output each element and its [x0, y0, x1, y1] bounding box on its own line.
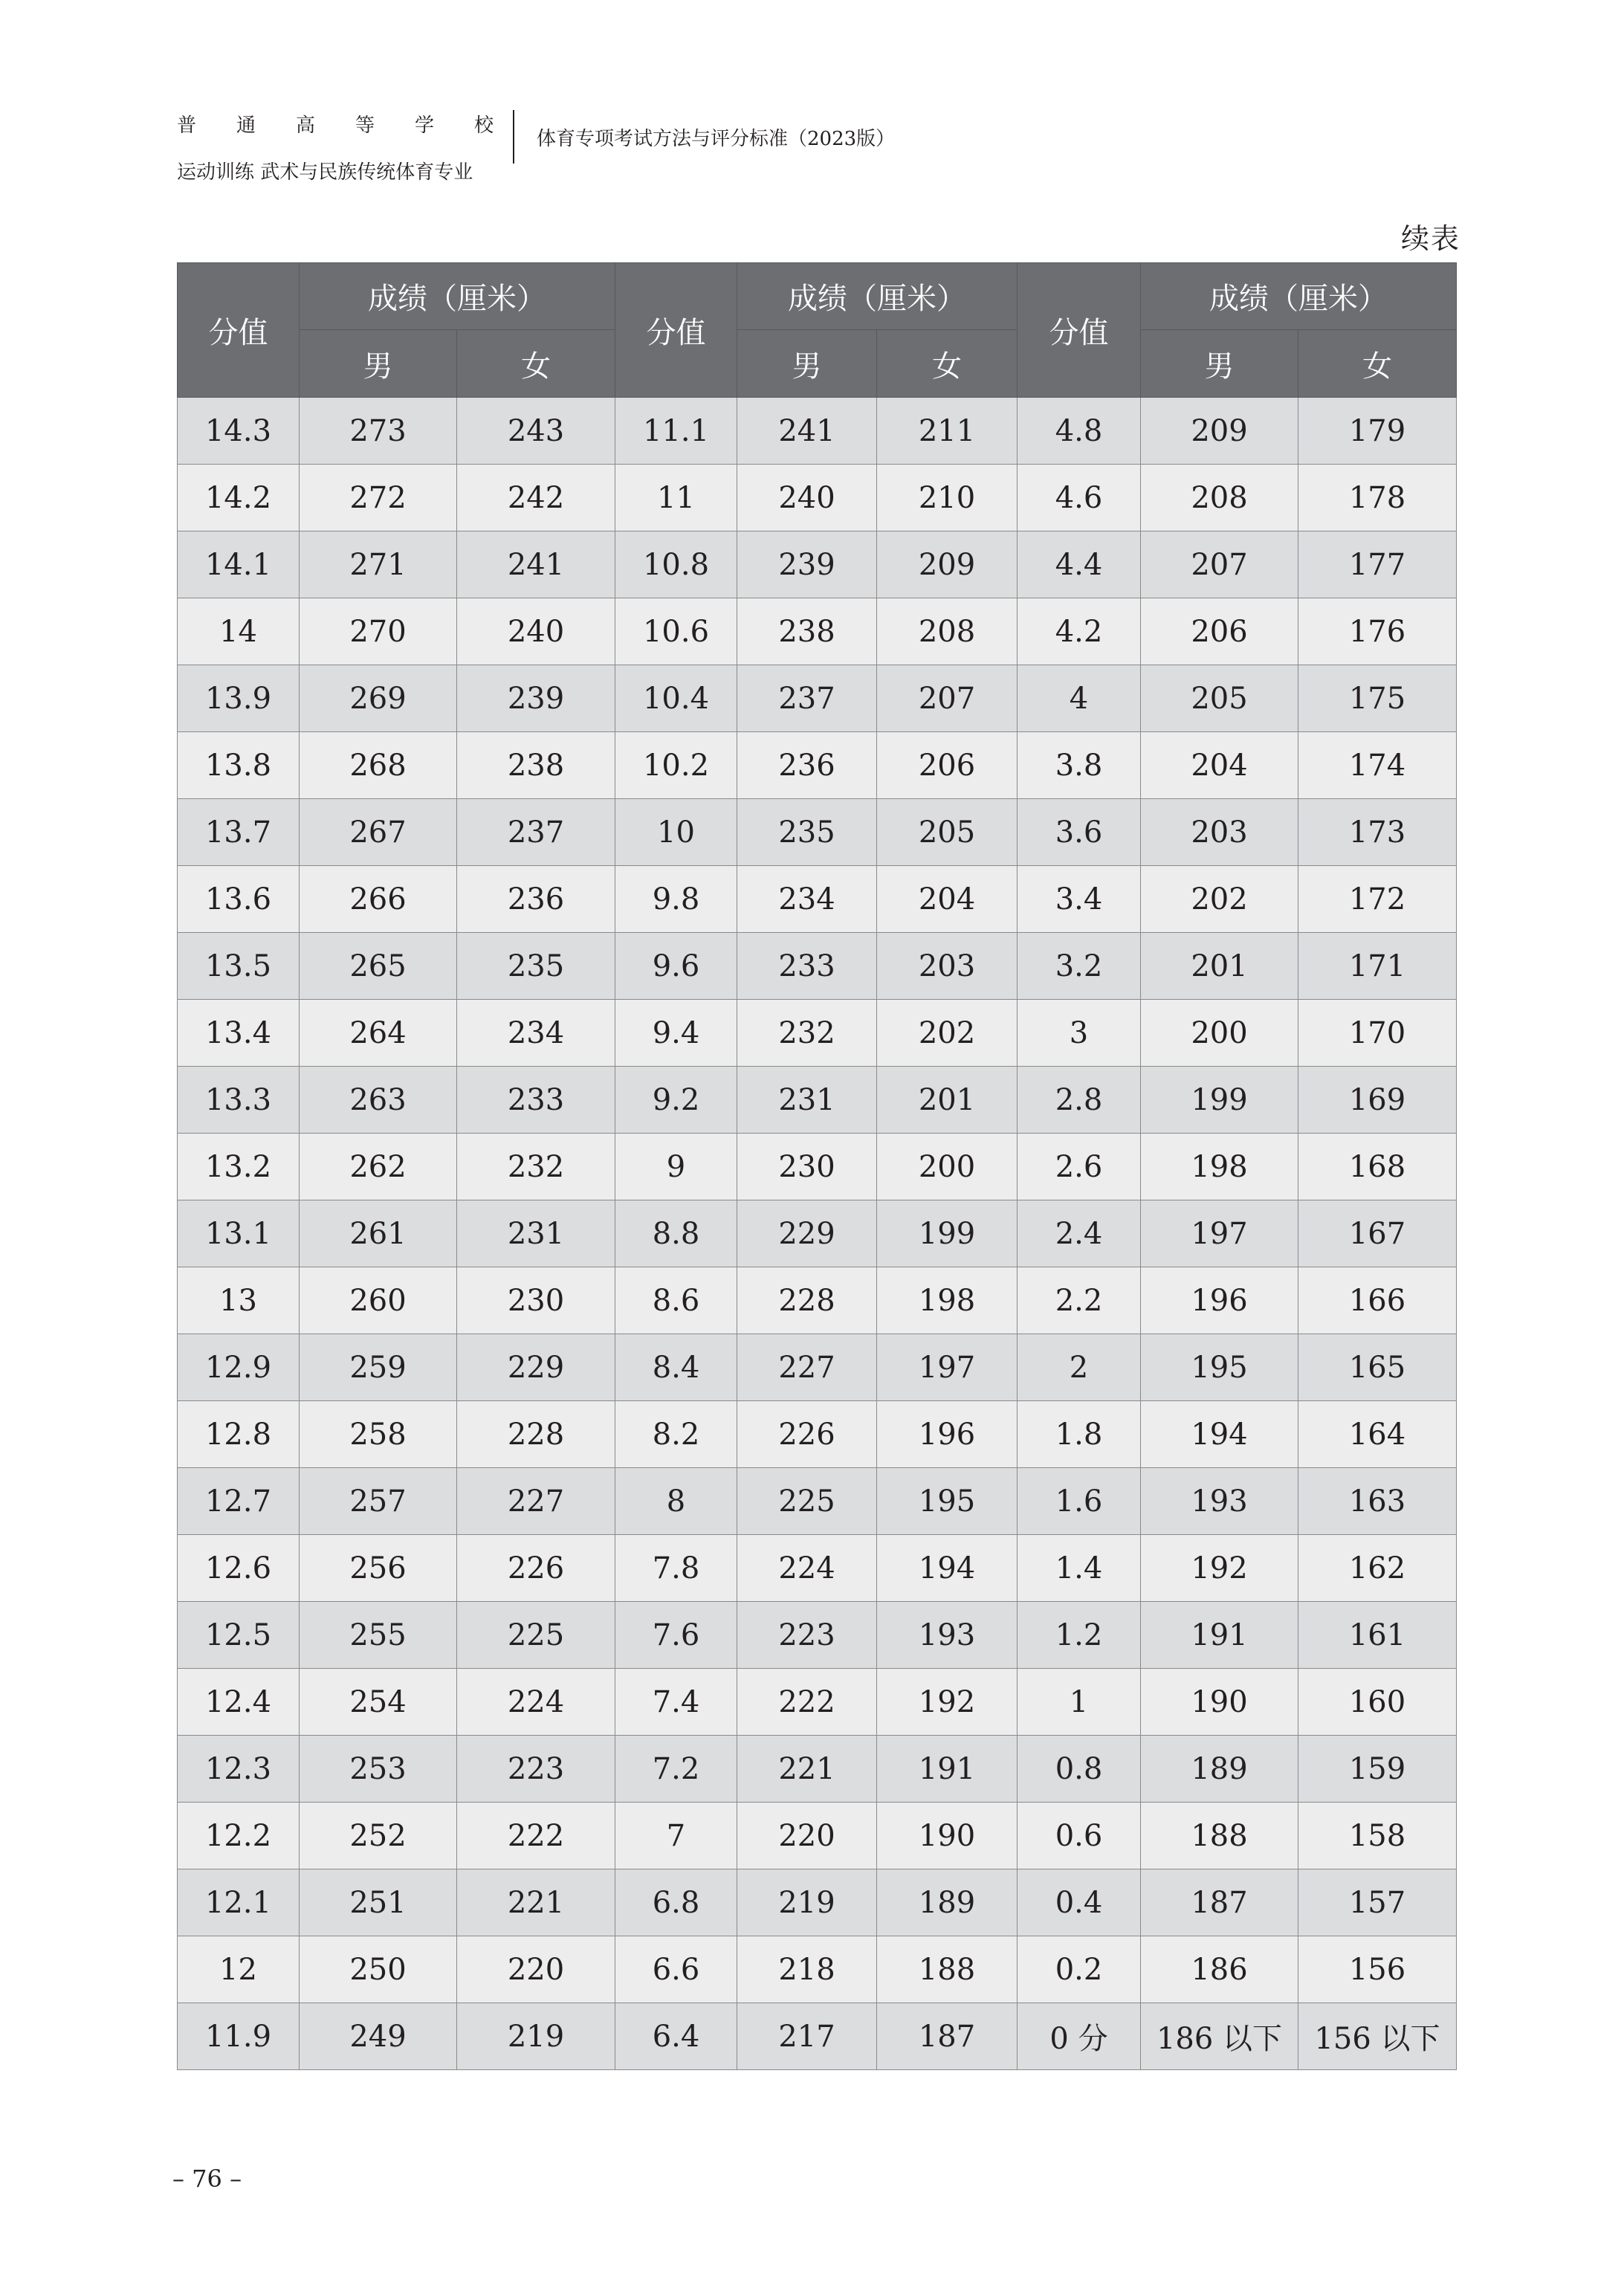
female-result-cell: 230 — [457, 1267, 615, 1334]
score-cell: 9.6 — [615, 933, 737, 1000]
female-result-cell: 188 — [877, 1936, 1018, 2003]
female-result-cell: 187 — [877, 2003, 1018, 2070]
female-result-cell: 177 — [1298, 531, 1457, 598]
score-cell: 12.3 — [178, 1736, 300, 1803]
score-cell: 13.4 — [178, 1000, 300, 1067]
male-header: 男 — [1141, 330, 1298, 398]
score-cell: 13.5 — [178, 933, 300, 1000]
male-result-cell: 217 — [737, 2003, 877, 2070]
female-result-cell: 235 — [457, 933, 615, 1000]
score-cell: 0.8 — [1018, 1736, 1141, 1803]
female-result-cell: 167 — [1298, 1200, 1457, 1267]
score-cell: 7.6 — [615, 1602, 737, 1669]
male-result-cell: 219 — [737, 1869, 877, 1936]
male-header: 男 — [300, 330, 457, 398]
male-result-cell: 272 — [300, 465, 457, 531]
header-left-block — [177, 110, 499, 184]
table-row — [178, 1000, 1457, 1067]
male-result-cell: 200 — [1141, 1000, 1298, 1067]
female-result-cell: 211 — [877, 398, 1018, 465]
female-result-cell: 165 — [1298, 1334, 1457, 1401]
header-row-1 — [178, 263, 1457, 330]
female-result-cell: 239 — [457, 665, 615, 732]
header-row-2 — [178, 330, 1457, 398]
male-result-cell: 271 — [300, 531, 457, 598]
table-row — [178, 933, 1457, 1000]
major-name: 运动训练 武术与民族传统体育专业 — [177, 161, 473, 184]
male-result-cell: 239 — [737, 531, 877, 598]
table-row — [178, 799, 1457, 866]
score-cell: 3 — [1018, 1000, 1141, 1067]
female-result-cell: 201 — [877, 1067, 1018, 1134]
male-result-cell: 264 — [300, 1000, 457, 1067]
table-body — [178, 398, 1457, 2070]
female-header: 女 — [877, 330, 1018, 398]
table-row — [178, 665, 1457, 732]
female-result-cell: 162 — [1298, 1535, 1457, 1602]
male-result-cell: 222 — [737, 1669, 877, 1736]
score-header: 分值 — [178, 263, 300, 398]
female-result-cell: 240 — [457, 598, 615, 665]
score-cell: 0.2 — [1018, 1936, 1141, 2003]
page-number: – 76 – — [172, 2165, 242, 2193]
female-result-cell: 171 — [1298, 933, 1457, 1000]
male-result-cell: 193 — [1141, 1468, 1298, 1535]
female-result-cell: 220 — [457, 1936, 615, 2003]
female-result-cell: 237 — [457, 799, 615, 866]
table-row — [178, 1267, 1457, 1334]
table-row — [178, 1468, 1457, 1535]
female-result-cell: 222 — [457, 1803, 615, 1869]
male-result-cell: 205 — [1141, 665, 1298, 732]
male-result-cell: 190 — [1141, 1669, 1298, 1736]
female-result-cell: 193 — [877, 1602, 1018, 1669]
female-result-cell: 156 — [1298, 1936, 1457, 2003]
male-result-cell: 252 — [300, 1803, 457, 1869]
school-type — [177, 110, 499, 138]
male-result-cell: 221 — [737, 1736, 877, 1803]
male-result-cell: 265 — [300, 933, 457, 1000]
table-row — [178, 1134, 1457, 1200]
school-char: 高 — [296, 114, 320, 137]
female-result-cell: 197 — [877, 1334, 1018, 1401]
male-result-cell: 220 — [737, 1803, 877, 1869]
male-result-cell: 273 — [300, 398, 457, 465]
male-result-cell: 233 — [737, 933, 877, 1000]
female-result-cell: 233 — [457, 1067, 615, 1134]
female-result-cell: 164 — [1298, 1401, 1457, 1468]
female-result-cell: 194 — [877, 1535, 1018, 1602]
score-cell: 1.2 — [1018, 1602, 1141, 1669]
score-cell: 12.9 — [178, 1334, 300, 1401]
female-result-cell: 206 — [877, 732, 1018, 799]
score-table — [177, 262, 1457, 2070]
female-result-cell: 158 — [1298, 1803, 1457, 1869]
score-cell: 4 — [1018, 665, 1141, 732]
female-result-cell: 191 — [877, 1736, 1018, 1803]
male-result-cell: 235 — [737, 799, 877, 866]
table-row — [178, 1602, 1457, 1669]
female-result-cell: 159 — [1298, 1736, 1457, 1803]
male-result-cell: 188 — [1141, 1803, 1298, 1869]
male-result-cell: 234 — [737, 866, 877, 933]
male-result-cell: 251 — [300, 1869, 457, 1936]
male-result-cell: 230 — [737, 1134, 877, 1200]
male-result-cell: 260 — [300, 1267, 457, 1334]
male-result-cell: 202 — [1141, 866, 1298, 933]
male-result-cell: 259 — [300, 1334, 457, 1401]
table-row — [178, 1334, 1457, 1401]
score-cell: 4.8 — [1018, 398, 1141, 465]
female-result-cell: 178 — [1298, 465, 1457, 531]
female-result-cell: 236 — [457, 866, 615, 933]
female-result-cell: 198 — [877, 1267, 1018, 1334]
male-result-cell: 250 — [300, 1936, 457, 2003]
score-cell: 1 — [1018, 1669, 1141, 1736]
female-result-cell: 176 — [1298, 598, 1457, 665]
score-cell: 7.8 — [615, 1535, 737, 1602]
score-cell: 12.1 — [178, 1869, 300, 1936]
table-row — [178, 531, 1457, 598]
female-result-cell: 205 — [877, 799, 1018, 866]
table-row — [178, 1669, 1457, 1736]
score-cell: 11.9 — [178, 2003, 300, 2070]
male-result-cell: 268 — [300, 732, 457, 799]
male-result-cell: 192 — [1141, 1535, 1298, 1602]
female-result-cell: 221 — [457, 1869, 615, 1936]
female-result-cell: 190 — [877, 1803, 1018, 1869]
male-result-cell: 257 — [300, 1468, 457, 1535]
female-result-cell: 204 — [877, 866, 1018, 933]
score-cell: 9.4 — [615, 1000, 737, 1067]
female-result-cell: 166 — [1298, 1267, 1457, 1334]
school-char: 通 — [236, 114, 261, 137]
male-result-cell: 207 — [1141, 531, 1298, 598]
female-result-cell: 179 — [1298, 398, 1457, 465]
male-result-cell: 254 — [300, 1669, 457, 1736]
female-result-cell: 170 — [1298, 1000, 1457, 1067]
score-header: 分值 — [615, 263, 737, 398]
score-cell: 12 — [178, 1936, 300, 2003]
male-result-cell: 228 — [737, 1267, 877, 1334]
male-result-cell: 256 — [300, 1535, 457, 1602]
female-result-cell: 169 — [1298, 1067, 1457, 1134]
female-result-cell: 202 — [877, 1000, 1018, 1067]
male-result-cell: 258 — [300, 1401, 457, 1468]
female-result-cell: 196 — [877, 1401, 1018, 1468]
female-result-cell: 227 — [457, 1468, 615, 1535]
score-cell: 4.2 — [1018, 598, 1141, 665]
score-cell: 8.8 — [615, 1200, 737, 1267]
female-result-cell: 161 — [1298, 1602, 1457, 1669]
male-result-cell: 223 — [737, 1602, 877, 1669]
score-cell: 9.8 — [615, 866, 737, 933]
female-result-cell: 175 — [1298, 665, 1457, 732]
male-result-cell: 237 — [737, 665, 877, 732]
male-result-cell: 236 — [737, 732, 877, 799]
female-result-cell: 224 — [457, 1669, 615, 1736]
score-cell: 11.1 — [615, 398, 737, 465]
score-cell: 6.8 — [615, 1869, 737, 1936]
female-result-cell: 241 — [457, 531, 615, 598]
female-result-cell: 228 — [457, 1401, 615, 1468]
score-cell: 6.6 — [615, 1936, 737, 2003]
female-result-cell: 223 — [457, 1736, 615, 1803]
male-result-cell: 224 — [737, 1535, 877, 1602]
table-row — [178, 1535, 1457, 1602]
score-cell: 0 分 — [1018, 2003, 1141, 2070]
female-result-cell: 160 — [1298, 1669, 1457, 1736]
table-row — [178, 1803, 1457, 1869]
male-result-cell: 218 — [737, 1936, 877, 2003]
school-char: 等 — [355, 114, 380, 137]
male-result-cell: 195 — [1141, 1334, 1298, 1401]
score-cell: 13.3 — [178, 1067, 300, 1134]
score-cell: 13.2 — [178, 1134, 300, 1200]
female-result-cell: 156 以下 — [1298, 2003, 1457, 2070]
female-result-cell: 189 — [877, 1869, 1018, 1936]
score-cell: 14.2 — [178, 465, 300, 531]
male-result-cell: 270 — [300, 598, 457, 665]
female-result-cell: 192 — [877, 1669, 1018, 1736]
score-cell: 12.5 — [178, 1602, 300, 1669]
score-cell: 14.3 — [178, 398, 300, 465]
female-result-cell: 203 — [877, 933, 1018, 1000]
score-cell: 12.4 — [178, 1669, 300, 1736]
score-cell: 4.4 — [1018, 531, 1141, 598]
book-title: 体育专项考试方法与评分标准（2023版） — [537, 128, 896, 150]
result-header: 成绩（厘米） — [1141, 263, 1457, 330]
score-cell: 3.2 — [1018, 933, 1141, 1000]
female-result-cell: 238 — [457, 732, 615, 799]
score-cell: 13 — [178, 1267, 300, 1334]
female-result-cell: 229 — [457, 1334, 615, 1401]
female-result-cell: 209 — [877, 531, 1018, 598]
male-result-cell: 189 — [1141, 1736, 1298, 1803]
male-result-cell: 261 — [300, 1200, 457, 1267]
score-cell: 8.4 — [615, 1334, 737, 1401]
male-result-cell: 186 以下 — [1141, 2003, 1298, 2070]
table-row — [178, 1067, 1457, 1134]
score-cell: 0.6 — [1018, 1803, 1141, 1869]
table-row — [178, 1736, 1457, 1803]
score-cell: 8.2 — [615, 1401, 737, 1468]
header-divider — [513, 110, 514, 164]
female-result-cell: 174 — [1298, 732, 1457, 799]
table-row — [178, 1936, 1457, 2003]
female-header: 女 — [1298, 330, 1457, 398]
female-result-cell: 243 — [457, 398, 615, 465]
score-cell: 11 — [615, 465, 737, 531]
female-header: 女 — [457, 330, 615, 398]
male-result-cell: 238 — [737, 598, 877, 665]
score-cell: 4.6 — [1018, 465, 1141, 531]
male-result-cell: 227 — [737, 1334, 877, 1401]
male-result-cell: 204 — [1141, 732, 1298, 799]
female-result-cell: 172 — [1298, 866, 1457, 933]
male-result-cell: 201 — [1141, 933, 1298, 1000]
male-result-cell: 208 — [1141, 465, 1298, 531]
score-cell: 1.8 — [1018, 1401, 1141, 1468]
female-result-cell: 242 — [457, 465, 615, 531]
male-result-cell: 199 — [1141, 1067, 1298, 1134]
female-result-cell: 234 — [457, 1000, 615, 1067]
male-result-cell: 191 — [1141, 1602, 1298, 1669]
male-result-cell: 253 — [300, 1736, 457, 1803]
score-cell: 1.4 — [1018, 1535, 1141, 1602]
male-result-cell: 198 — [1141, 1134, 1298, 1200]
score-cell: 6.4 — [615, 2003, 737, 2070]
male-result-cell: 187 — [1141, 1869, 1298, 1936]
male-result-cell: 266 — [300, 866, 457, 933]
score-cell: 10.4 — [615, 665, 737, 732]
score-cell: 8 — [615, 1468, 737, 1535]
score-cell: 1.6 — [1018, 1468, 1141, 1535]
female-result-cell: 207 — [877, 665, 1018, 732]
table-row — [178, 1401, 1457, 1468]
score-cell: 3.4 — [1018, 866, 1141, 933]
score-cell: 3.8 — [1018, 732, 1141, 799]
male-result-cell: 262 — [300, 1134, 457, 1200]
score-cell: 7 — [615, 1803, 737, 1869]
score-cell: 8.6 — [615, 1267, 737, 1334]
result-header: 成绩（厘米） — [737, 263, 1018, 330]
score-cell: 13.9 — [178, 665, 300, 732]
result-header: 成绩（厘米） — [300, 263, 615, 330]
score-cell: 14 — [178, 598, 300, 665]
male-result-cell: 232 — [737, 1000, 877, 1067]
male-result-cell: 206 — [1141, 598, 1298, 665]
table-row — [178, 1200, 1457, 1267]
female-result-cell: 219 — [457, 2003, 615, 2070]
female-result-cell: 232 — [457, 1134, 615, 1200]
table-row — [178, 1869, 1457, 1936]
male-result-cell: 249 — [300, 2003, 457, 2070]
male-result-cell: 194 — [1141, 1401, 1298, 1468]
table-row — [178, 398, 1457, 465]
score-cell: 7.2 — [615, 1736, 737, 1803]
score-cell: 10.2 — [615, 732, 737, 799]
score-cell: 3.6 — [1018, 799, 1141, 866]
score-cell: 2.4 — [1018, 1200, 1141, 1267]
male-result-cell: 225 — [737, 1468, 877, 1535]
male-result-cell: 263 — [300, 1067, 457, 1134]
female-result-cell: 231 — [457, 1200, 615, 1267]
table-row — [178, 866, 1457, 933]
female-result-cell: 226 — [457, 1535, 615, 1602]
table-row — [178, 732, 1457, 799]
female-result-cell: 225 — [457, 1602, 615, 1669]
male-result-cell: 186 — [1141, 1936, 1298, 2003]
score-cell: 13.6 — [178, 866, 300, 933]
score-cell: 2.2 — [1018, 1267, 1141, 1334]
female-result-cell: 210 — [877, 465, 1018, 531]
female-result-cell: 168 — [1298, 1134, 1457, 1200]
male-result-cell: 267 — [300, 799, 457, 866]
table-row — [178, 598, 1457, 665]
score-cell: 2 — [1018, 1334, 1141, 1401]
score-cell: 13.7 — [178, 799, 300, 866]
school-char: 学 — [415, 114, 439, 137]
school-char: 普 — [177, 114, 201, 137]
score-cell: 12.2 — [178, 1803, 300, 1869]
score-cell: 9 — [615, 1134, 737, 1200]
score-cell: 10 — [615, 799, 737, 866]
score-cell: 9.2 — [615, 1067, 737, 1134]
score-cell: 7.4 — [615, 1669, 737, 1736]
female-result-cell: 200 — [877, 1134, 1018, 1200]
male-result-cell: 231 — [737, 1067, 877, 1134]
male-header: 男 — [737, 330, 877, 398]
table-row — [178, 2003, 1457, 2070]
score-cell: 12.8 — [178, 1401, 300, 1468]
male-result-cell: 226 — [737, 1401, 877, 1468]
score-cell: 13.8 — [178, 732, 300, 799]
female-result-cell: 195 — [877, 1468, 1018, 1535]
male-result-cell: 196 — [1141, 1267, 1298, 1334]
score-cell: 12.6 — [178, 1535, 300, 1602]
score-cell: 2.6 — [1018, 1134, 1141, 1200]
score-cell: 14.1 — [178, 531, 300, 598]
female-result-cell: 199 — [877, 1200, 1018, 1267]
score-header: 分值 — [1018, 263, 1141, 398]
male-result-cell: 229 — [737, 1200, 877, 1267]
score-cell: 0.4 — [1018, 1869, 1141, 1936]
female-result-cell: 208 — [877, 598, 1018, 665]
male-result-cell: 241 — [737, 398, 877, 465]
male-result-cell: 255 — [300, 1602, 457, 1669]
school-char: 校 — [474, 114, 499, 137]
female-result-cell: 157 — [1298, 1869, 1457, 1936]
female-result-cell: 173 — [1298, 799, 1457, 866]
male-result-cell: 197 — [1141, 1200, 1298, 1267]
score-cell: 10.6 — [615, 598, 737, 665]
score-cell: 10.8 — [615, 531, 737, 598]
score-cell: 13.1 — [178, 1200, 300, 1267]
score-cell: 2.8 — [1018, 1067, 1141, 1134]
male-result-cell: 240 — [737, 465, 877, 531]
male-result-cell: 269 — [300, 665, 457, 732]
female-result-cell: 163 — [1298, 1468, 1457, 1535]
table-caption: 续表 — [1400, 222, 1460, 255]
score-cell: 12.7 — [178, 1468, 300, 1535]
male-result-cell: 203 — [1141, 799, 1298, 866]
table-row — [178, 465, 1457, 531]
male-result-cell: 209 — [1141, 398, 1298, 465]
